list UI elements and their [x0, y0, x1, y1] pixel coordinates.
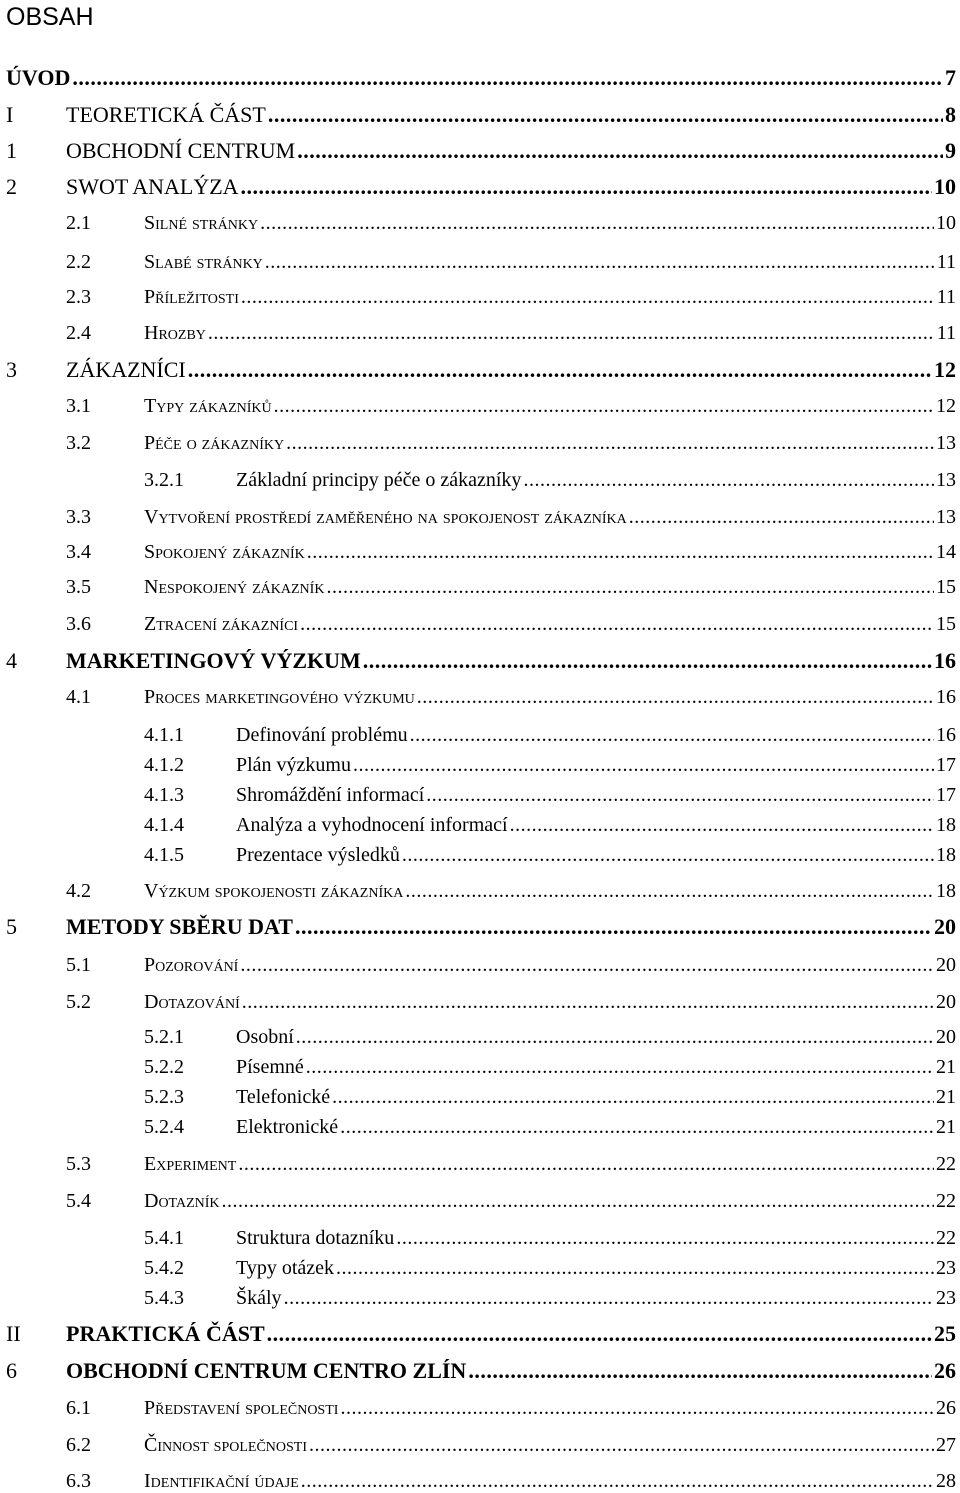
toc-entry[interactable] [0, 462, 956, 492]
toc-entry[interactable] [0, 1049, 956, 1079]
toc-entry-page: 22 [936, 1227, 956, 1249]
toc-leader-dots [260, 212, 934, 235]
toc-entry[interactable] [0, 984, 956, 1014]
toc-entry[interactable] [0, 910, 956, 940]
toc-leader-dots [523, 469, 934, 492]
toc-entry[interactable] [0, 837, 956, 867]
toc-entry[interactable] [0, 1390, 956, 1420]
toc-leader-dots [629, 506, 934, 529]
toc-leader-dots [265, 251, 935, 274]
toc-leader-dots [267, 1321, 932, 1347]
toc-leader-dots [242, 991, 934, 1014]
toc-entry-number: 5.4.1 [144, 1227, 184, 1249]
toc-entry-label: Spokojený zákazník [144, 541, 305, 563]
toc-entry-number: 4.1 [66, 686, 91, 708]
toc-entry-number: 6.2 [66, 1434, 91, 1456]
toc-entry-number: 3.2 [66, 432, 91, 454]
toc-entry-label: Typy zákazníků [144, 395, 272, 417]
toc-entry-label: Slabé stránky [144, 251, 263, 273]
toc-leader-dots [326, 576, 934, 599]
toc-leader-dots [405, 880, 934, 903]
toc-entry-label: ÚVOD [6, 65, 71, 90]
toc-entry-page: 21 [936, 1056, 956, 1078]
toc-entry-label: Vytvoření prostředí zaměřeného na spokojenost zákazníka [144, 506, 627, 528]
toc-leader-dots [332, 1086, 934, 1109]
toc-entry-label: OBCHODNÍ CENTRUM CENTRO ZLÍN [66, 1358, 467, 1383]
toc-entry-number: 4.1.3 [144, 784, 184, 806]
toc-leader-dots [340, 1116, 934, 1139]
toc-entry[interactable] [0, 747, 956, 777]
toc-leader-dots [353, 754, 934, 777]
toc-leader-dots [297, 138, 943, 164]
toc-entry[interactable] [0, 170, 956, 200]
toc-entry-number: 5 [6, 914, 17, 939]
toc-entry-number: 6.3 [66, 1470, 91, 1492]
toc-entry[interactable] [0, 244, 956, 274]
toc-entry-number: 2.2 [66, 251, 91, 273]
toc-entry-page: 20 [936, 1026, 956, 1048]
toc-leader-dots [241, 286, 935, 309]
toc-entry-label: Písemné [236, 1056, 304, 1078]
toc-entry-page: 7 [945, 65, 956, 90]
toc-entry-number: 3.4 [66, 541, 91, 563]
toc-entry-page: 11 [936, 286, 956, 308]
toc-entry[interactable] [0, 1079, 956, 1109]
toc-entry-number: 5.4.2 [144, 1257, 184, 1279]
toc-entry[interactable] [0, 205, 956, 235]
toc-entry-page: 16 [936, 686, 956, 708]
toc-leader-dots [306, 1056, 934, 1079]
toc-entry-label: Ztracení zákazníci [144, 613, 299, 635]
toc-entry-label: Definování problému [236, 724, 408, 746]
toc-leader-dots [284, 1287, 934, 1310]
toc-entry-number: 4.1.2 [144, 754, 184, 776]
toc-entry-label: Prezentace výsledků [236, 844, 400, 866]
toc-entry-number: 5.2.3 [144, 1086, 184, 1108]
toc-entry-label: Základní principy péče o zákazníky [236, 469, 522, 491]
toc-entry-number: 3.1 [66, 395, 91, 417]
toc-entry-page: 26 [936, 1397, 956, 1419]
toc-entry-page: 20 [936, 991, 956, 1013]
toc-entry-page: 23 [936, 1257, 956, 1279]
toc-entry-label: SWOT ANALÝZA [66, 174, 239, 199]
toc-entry[interactable] [0, 679, 956, 709]
toc-entry-page: 21 [936, 1086, 956, 1108]
toc-entry-page: 21 [936, 1116, 956, 1138]
toc-entry-page: 11 [936, 322, 956, 344]
toc-entry-label: Činnost společnosti [144, 1434, 308, 1456]
toc-entry[interactable] [0, 134, 956, 164]
toc-leader-dots [468, 1358, 932, 1384]
toc-entry[interactable] [0, 315, 956, 345]
toc-entry-label: TEORETICKÁ ČÁST [66, 102, 266, 127]
toc-entry-number: 3 [6, 357, 17, 382]
toc-leader-dots [274, 395, 934, 418]
toc-heading: OBSAH [6, 3, 94, 31]
toc-entry-number: 1 [6, 138, 17, 163]
toc-entry-page: 20 [936, 954, 956, 976]
toc-leader-dots [188, 357, 932, 383]
toc-leader-dots [241, 174, 932, 200]
toc-entry-page: 25 [934, 1321, 956, 1346]
toc-entry-number: 5.2.4 [144, 1116, 184, 1138]
toc-entry[interactable] [0, 534, 956, 564]
toc-entry-number: 5.4.3 [144, 1287, 184, 1309]
toc-entry-label: Elektronické [236, 1116, 339, 1138]
toc-entry-label: Plán výzkumu [236, 754, 351, 776]
toc-entry[interactable] [0, 569, 956, 599]
toc-entry-page: 12 [934, 357, 956, 382]
toc-entry[interactable] [0, 873, 956, 903]
toc-entry-label: Hrozby [144, 322, 206, 344]
toc-entry[interactable] [0, 606, 956, 636]
toc-entry-label: Proces marketingového výzkumu [144, 686, 415, 708]
toc-entry[interactable] [0, 353, 956, 383]
toc-entry-label: Identifikační údaje [144, 1470, 299, 1492]
toc-entry-page: 28 [936, 1470, 956, 1492]
toc-entry-page: 18 [936, 880, 956, 902]
toc-entry-label: Pozorování [144, 954, 239, 976]
toc-entry-label: Výzkum spokojenosti zákazníka [144, 880, 404, 902]
toc-leader-dots [208, 322, 935, 345]
toc-entry[interactable] [0, 644, 956, 674]
toc-entry-number: 2.1 [66, 212, 91, 234]
toc-entry[interactable] [0, 807, 956, 837]
toc-entry[interactable] [0, 1183, 956, 1213]
toc-entry-number: 2.4 [66, 322, 91, 344]
toc-entry[interactable] [0, 425, 956, 455]
toc-entry-number: 2 [6, 174, 17, 199]
toc-entry[interactable] [0, 1220, 956, 1250]
toc-entry[interactable] [0, 1354, 956, 1384]
toc-entry[interactable] [0, 1317, 956, 1347]
toc-entry-number: 4.2 [66, 880, 91, 902]
toc-entry[interactable] [0, 1146, 956, 1176]
toc-entry-number: 5.3 [66, 1153, 91, 1175]
toc-entry-number: 5.2.1 [144, 1026, 184, 1048]
toc-entry-page: 23 [936, 1287, 956, 1309]
toc-entry-label: PRAKTICKÁ ČÁST [66, 1321, 265, 1346]
toc-entry-page: 17 [936, 754, 956, 776]
toc-entry-number: 5.1 [66, 954, 91, 976]
toc-entry[interactable] [0, 98, 956, 128]
toc-entry-label: Péče o zákazníky [144, 432, 285, 454]
toc-entry-number: 3.3 [66, 506, 91, 528]
toc-leader-dots [238, 1153, 934, 1176]
toc-entry-number: 5.4 [66, 1190, 91, 1212]
toc-leader-dots [307, 541, 934, 564]
toc-entry-number: 6 [6, 1358, 17, 1383]
toc-entry-page: 11 [936, 251, 956, 273]
toc-entry-label: Škály [236, 1287, 282, 1309]
toc-entry-page: 10 [934, 174, 956, 199]
toc-leader-dots [296, 1026, 934, 1049]
toc-entry-number: 3.5 [66, 576, 91, 598]
toc-entry-page: 27 [936, 1434, 956, 1456]
toc-entry-page: 16 [936, 724, 956, 746]
toc-entry-page: 17 [936, 784, 956, 806]
toc-entry-page: 13 [936, 469, 956, 491]
toc-entry-label: ZÁKAZNÍCI [66, 357, 186, 382]
toc-entry-page: 18 [936, 814, 956, 836]
toc-leader-dots [309, 1434, 934, 1457]
toc-entry-label: Telefonické [236, 1086, 331, 1108]
toc-entry-label: Dotazování [144, 991, 240, 1013]
toc-entry-page: 8 [945, 102, 956, 127]
toc-entry-page: 12 [936, 395, 956, 417]
toc-entry-label: Dotazník [144, 1190, 220, 1212]
toc-entry-page: 14 [936, 541, 956, 563]
toc-leader-dots [240, 954, 934, 977]
toc-entry-page: 22 [936, 1153, 956, 1175]
toc-entry-label: Typy otázek [236, 1257, 335, 1279]
toc-leader-dots [363, 648, 932, 674]
toc-entry-number: 4.1.4 [144, 814, 184, 836]
toc-leader-dots [300, 613, 934, 636]
toc-leader-dots [222, 1190, 934, 1213]
toc-entry-number: 4.1.1 [144, 724, 184, 746]
toc-entry[interactable] [0, 1019, 956, 1049]
toc-entry[interactable] [0, 388, 956, 418]
toc-leader-dots [72, 65, 943, 91]
toc-entry[interactable] [0, 279, 956, 309]
toc-entry-label: Představení společnosti [144, 1397, 339, 1419]
toc-entry-page: 13 [936, 432, 956, 454]
toc-entry-label: Silné stránky [144, 212, 259, 234]
toc-entry-page: 10 [936, 212, 956, 234]
toc-entry-label: Analýza a vyhodnocení informací [236, 814, 508, 836]
toc-leader-dots [268, 102, 943, 128]
toc-entry-number: 4.1.5 [144, 844, 184, 866]
toc-entry-page: 22 [936, 1190, 956, 1212]
toc-entry-label: Struktura dotazníku [236, 1227, 395, 1249]
toc-entry-number: I [6, 102, 14, 127]
toc-entry-number: 3.2.1 [144, 469, 184, 491]
toc-entry[interactable] [0, 1463, 956, 1493]
toc-entry-page: 26 [934, 1358, 956, 1383]
toc-entry[interactable] [0, 1280, 956, 1310]
toc-entry-number: 5.2.2 [144, 1056, 184, 1078]
toc-entry-label: MARKETINGOVÝ VÝZKUM [66, 648, 361, 673]
toc-entry-number: 5.2 [66, 991, 91, 1013]
toc-entry-page: 13 [936, 506, 956, 528]
toc-leader-dots [426, 784, 934, 807]
toc-entry[interactable] [0, 717, 956, 747]
toc-entry-label: Shromáždění informací [236, 784, 425, 806]
toc-entry-page: 18 [936, 844, 956, 866]
toc-leader-dots [286, 432, 934, 455]
toc-leader-dots [340, 1397, 934, 1420]
toc-entry-page: 20 [934, 914, 956, 939]
toc-entry-number: 2.3 [66, 286, 91, 308]
toc-entry-label: METODY SBĚRU DAT [66, 914, 293, 939]
toc-entry-number: 3.6 [66, 613, 91, 635]
toc-leader-dots [410, 724, 934, 747]
toc-entry[interactable] [0, 1109, 956, 1139]
toc-entry-label: Nespokojený zákazník [144, 576, 325, 598]
toc-entry-label: Experiment [144, 1153, 237, 1175]
toc-entry[interactable] [0, 1427, 956, 1457]
toc-entry-page: 15 [936, 576, 956, 598]
toc-entry[interactable] [0, 1250, 956, 1280]
toc-entry-page: 16 [934, 648, 956, 673]
toc-entry[interactable] [0, 61, 956, 91]
toc-entry[interactable] [0, 499, 956, 529]
toc-entry-number: 6.1 [66, 1397, 91, 1419]
toc-entry-number: 4 [6, 648, 17, 673]
toc-entry-number: II [6, 1321, 21, 1346]
toc-leader-dots [402, 844, 934, 867]
toc-leader-dots [396, 1227, 934, 1250]
toc-entry-label: Příležitosti [144, 286, 239, 308]
toc-entry[interactable] [0, 947, 956, 977]
toc-entry-page: 15 [936, 613, 956, 635]
toc-entry-page: 9 [945, 138, 956, 163]
toc-entry[interactable] [0, 777, 956, 807]
toc-leader-dots [510, 814, 934, 837]
toc-entry-label: OBCHODNÍ CENTRUM [66, 138, 296, 163]
toc-entry-label: Osobní [236, 1026, 294, 1048]
toc-leader-dots [417, 686, 934, 709]
toc-leader-dots [336, 1257, 934, 1280]
toc-leader-dots [295, 914, 932, 940]
